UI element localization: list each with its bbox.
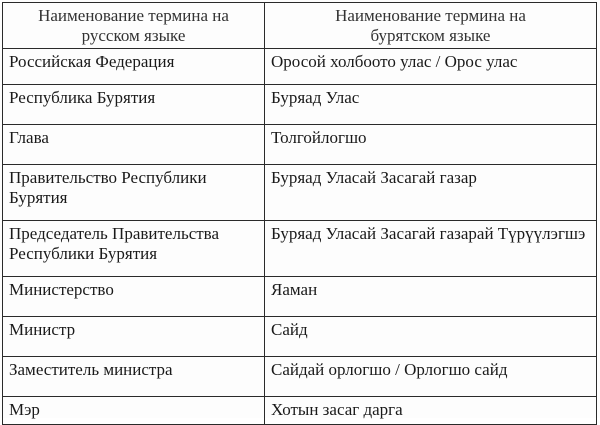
russian-term-cell: Мэр — [3, 397, 265, 425]
buryat-term-cell: Оросой холбоото улас / Орос улас — [265, 49, 597, 85]
russian-term-cell: Министерство — [3, 277, 265, 317]
buryat-term-cell: Сайд — [265, 317, 597, 357]
buryat-term-cell: Буряад Улас — [265, 85, 597, 125]
russian-term-cell: Председатель Правительства Республики Бурятия — [3, 221, 265, 277]
buryat-term-cell: Буряад Уласай Засагай газарай Түрүүлэгшэ — [265, 221, 597, 277]
buryat-term-cell: Буряад Уласай Засагай газар — [265, 165, 597, 221]
russian-term-cell: Заместитель министра — [3, 357, 265, 397]
table-row — [3, 165, 597, 221]
table-header-row — [3, 3, 597, 49]
russian-term-cell: Глава — [3, 125, 265, 165]
table-row — [3, 317, 597, 357]
russian-term-cell: Республика Бурятия — [3, 85, 265, 125]
buryat-term-cell: Толгойлогшо — [265, 125, 597, 165]
header-buryat-term: Наименование термина на бурятском языке — [265, 3, 597, 49]
buryat-term-cell: Хотын засаг дарга — [265, 397, 597, 425]
russian-term-cell: Российская Федерация — [3, 49, 265, 85]
table-row — [3, 397, 597, 425]
terminology-table — [2, 2, 597, 425]
table-row — [3, 85, 597, 125]
buryat-term-cell: Яаман — [265, 277, 597, 317]
table-row — [3, 357, 597, 397]
russian-term-cell: Правительство Республики Бурятия — [3, 165, 265, 221]
table-row — [3, 125, 597, 165]
table-row — [3, 221, 597, 277]
header-russian-term: Наименование термина на русском языке — [3, 3, 265, 49]
buryat-term-cell: Сайдай орлогшо / Орлогшо сайд — [265, 357, 597, 397]
russian-term-cell: Министр — [3, 317, 265, 357]
table-row — [3, 49, 597, 85]
table-row — [3, 277, 597, 317]
